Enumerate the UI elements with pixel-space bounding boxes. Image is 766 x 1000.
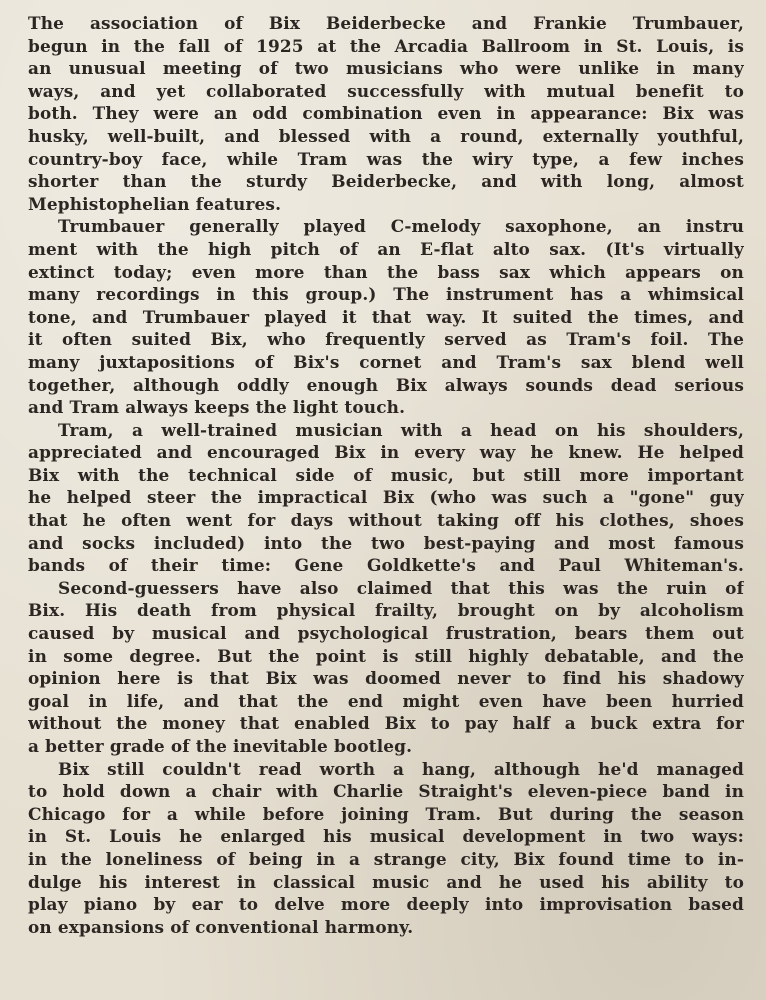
text-line: play piano by ear to delve more deeply into improvisation based — [28, 894, 744, 915]
text-line: a better grade of the inevitable bootleg. — [28, 736, 413, 756]
text-line: The association of Bix Beiderbecke and Frankie Trumbauer, — [28, 13, 744, 33]
text-line: both. They were an odd combination even in appearance: Bix was — [28, 103, 744, 124]
text-line: husky, well-built, and blessed with a round, externally youthful, — [28, 125, 744, 146]
text-line: Mephistophelian features. — [28, 193, 282, 214]
text-line: shorter than the sturdy Beiderbecke, and with long, almost — [28, 171, 744, 192]
paragraph-3 — [28, 419, 744, 577]
text-line: and socks included) into the two best-paying and most famous — [28, 532, 744, 553]
text-line: extinct today; even more than the bass sax which appears on — [28, 261, 744, 282]
text-line: country-boy face, while Tram was the wiry type, a few inches — [28, 148, 744, 169]
text-line: in some degree. But the point is still highly debatable, and the — [28, 645, 744, 666]
text-line: Tram, a well-trained musician with a head on his shoulders, — [58, 419, 744, 440]
text-line: Second-guessers have also claimed that this was the ruin of — [58, 577, 744, 598]
text-line: and Tram always keeps the light touch. — [28, 397, 406, 418]
text-line: appreciated and encouraged Bix in every way he knew. He helped — [28, 442, 744, 463]
text-line: Bix still couldn't read worth a hang, although he'd managed — [58, 758, 744, 779]
paragraph-1 — [28, 12, 744, 215]
text-line: many recordings in this group.) The instrument has a whimsical — [28, 284, 744, 305]
text-line: on expansions of conventional harmony. — [28, 916, 414, 937]
text-line: Chicago for a while before joining Tram. But during the season — [28, 803, 744, 824]
text-line: Trumbauer generally played C-melody saxophone, an instru — [58, 216, 744, 237]
text-line: he helped steer the impractical Bix (who was such a "gone" guy — [28, 487, 744, 508]
text-line: it often suited Bix, who frequently served as Tram's foil. The — [28, 329, 744, 350]
text-line: caused by musical and psychological frustration, bears them out — [28, 623, 744, 644]
text-line: opinion here is that Bix was doomed never to find his shadowy — [28, 668, 744, 689]
text-line: in the loneliness of being in a strange city, Bix found time to in- — [28, 848, 744, 869]
text-line: begun in the fall of 1925 at the Arcadia Ballroom in St. Louis, is — [28, 35, 744, 56]
paragraph-5 — [28, 758, 744, 939]
text-line: bands of their time: Gene Goldkette's and Paul Whiteman's. — [28, 555, 744, 576]
text-line: Bix. His death from physical frailty, brought on by alcoholism — [28, 600, 744, 621]
text-line: in St. Louis he enlarged his musical development in two ways: — [28, 826, 744, 847]
text-line: tone, and Trumbauer played it that way. It suited the times, and — [28, 306, 744, 327]
text-line: to hold down a chair with Charlie Straight's eleven-piece band in — [28, 781, 744, 802]
text-line: ment with the high pitch of an E-flat alto sax. (It's virtually — [28, 238, 744, 259]
text-line: without the money that enabled Bix to pay half a buck extra for — [28, 713, 744, 734]
text-line: goal in life, and that the end might even have been hurried — [28, 690, 744, 711]
text-line: that he often went for days without taking off his clothes, shoes — [28, 510, 744, 531]
text-line: Bix with the technical side of music, but still more important — [28, 464, 744, 485]
text-line: an unusual meeting of two musicians who were unlike in many — [28, 58, 744, 79]
text-line: many juxtapositions of Bix's cornet and Tram's sax blend well — [28, 351, 744, 372]
paragraph-2 — [28, 215, 744, 418]
text-line: dulge his interest in classical music and he used his ability to — [28, 871, 744, 892]
text-line: ways, and yet collaborated successfully with mutual benefit to — [28, 80, 744, 101]
paragraph-4 — [28, 577, 744, 758]
text-line: together, although oddly enough Bix always sounds dead serious — [28, 374, 744, 395]
